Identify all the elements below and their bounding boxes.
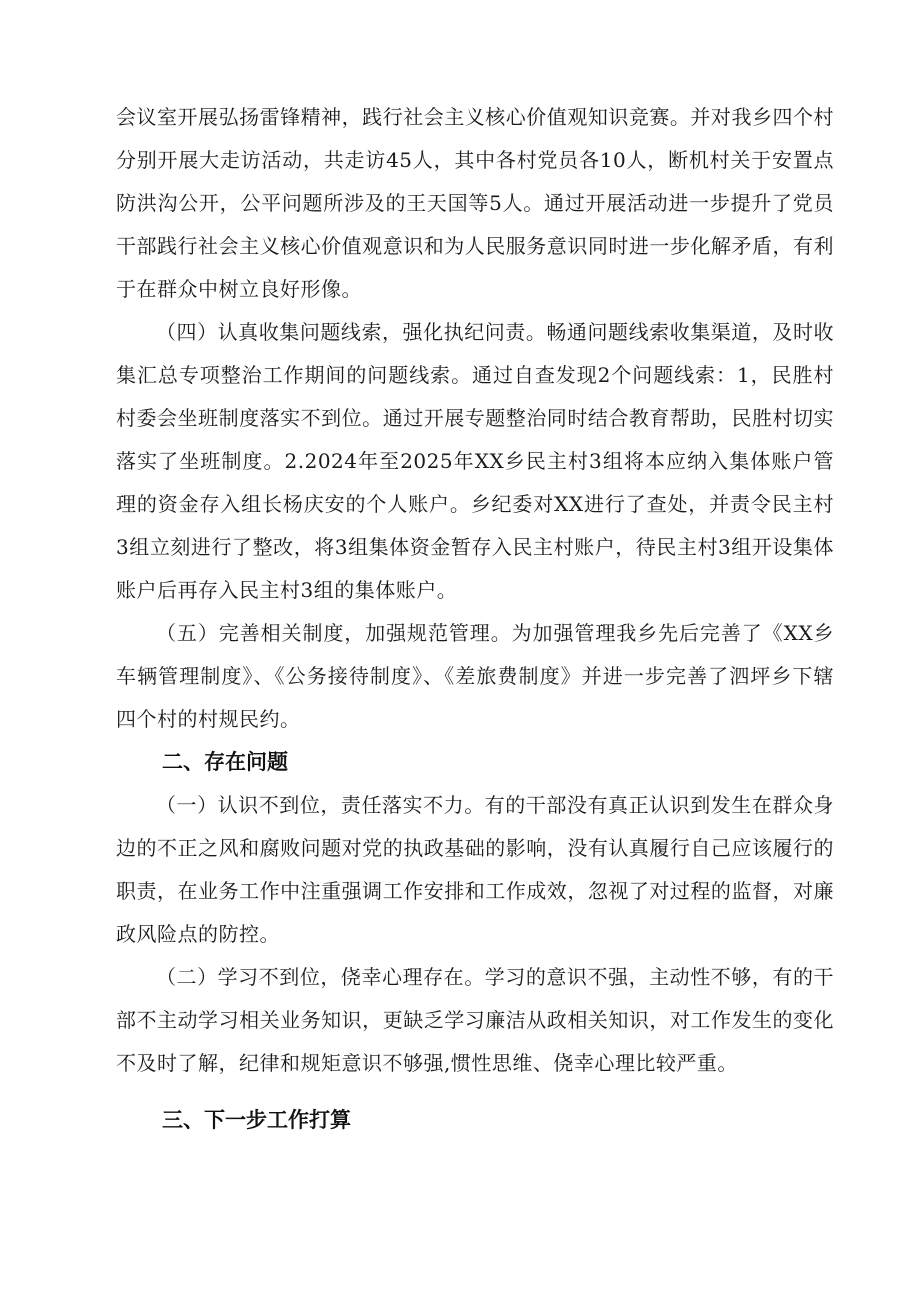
paragraph-item-4-clue-collection: （四）认真收集问题线索，强化执纪问责。畅通问题线索收集渠道，及时收集汇总专项整治工作期间的问题线索。通过自查发现2个问题线索：1，民胜村村委会坐班制度落实不到位。通过开展专题整治同时结合教育帮助，民胜村切实落实了坐班制度。2.2024年至2025年XX乡民主村3组将本应纳入集体账户管理的资金存入组长杨庆安的个人账户。乡纪委对XX进行了查处，并责令民主村3组立刻进行了整改，将3组集体资金暂存入民主村账户，待民主村3组开设集体账户后再存入民主村3组的集体账户。 [116,320,834,602]
section-heading-existing-problems: 二、存在问题 [162,750,288,774]
paragraph-activities: 会议室开展弘扬雷锋精神，践行社会主义核心价值观知识竞赛。并对我乡四个村分别开展大走访活动，共走访45人，其中各村党员各10人，断机村关于安置点防洪沟公开，公平问题所涉及的王天国等5人。通过开展活动进一步提升了党员干部践行社会主义核心价值观意识和为人民服务意识同时进一步化解矛盾，有利于在群众中树立良好形像。 [116,105,834,301]
paragraph-problem-1-awareness: （一）认识不到位，责任落实不力。有的干部没有真正认识到发生在群众身边的不正之风和腐败问题对党的执政基础的影响，没有认真履行自己应该履行的职责，在业务工作中注重强调工作安排和工作成效，忽视了对过程的监督，对廉政风险点的防控。 [116,793,834,946]
document-body [116,96,834,1142]
section-heading-next-steps: 三、下一步工作打算 [162,1108,351,1132]
paragraph-item-5-regulations: （五）完善相关制度，加强规范管理。为加强管理我乡先后完善了《XX乡车辆管理制度》、《公务接待制度》、《差旅费制度》并进一步完善了泗坪乡下辖四个村的村规民约。 [116,621,834,731]
paragraph-problem-2-learning: （二）学习不到位，侥幸心理存在。学习的意识不强，主动性不够，有的干部不主动学习相关业务知识，更缺乏学习廉洁从政相关知识，对工作发生的变化不及时了解，纪律和规矩意识不够强,惯性思维、侥幸心理比较严重。 [116,965,834,1075]
